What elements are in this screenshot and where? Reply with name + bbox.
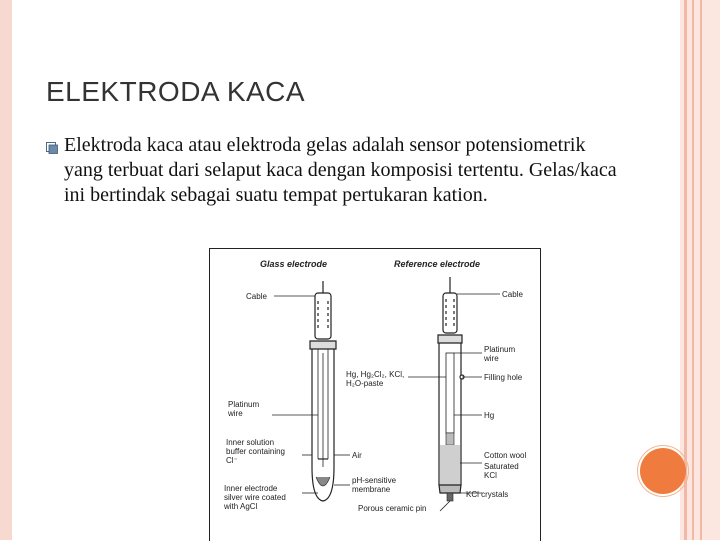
frame-stripe <box>700 0 702 540</box>
label-inner-electrode-2: silver wire coated <box>224 493 286 502</box>
electrode-diagram <box>209 248 541 541</box>
label-kcl-crystals: KCl crystals <box>466 490 509 499</box>
label-saturated-kcl-2: KCl <box>484 471 497 480</box>
label-cable-right: Cable <box>502 290 523 299</box>
label-platinum-right-1: Platinum <box>484 345 516 354</box>
label-ph-membrane-2: membrane <box>352 485 391 494</box>
label-porous-pin: Porous ceramic pin <box>358 504 427 513</box>
bullet-text: Elektroda kaca atau elektroda gelas adalah sensor potensiometrik yang terbuat dari selaput kaca dengan komposisi tertentu. Gelas/kaca ini bertindak sebagai suatu tempat pertukaran kation. <box>64 134 617 206</box>
bullet-square-icon <box>46 142 58 154</box>
label-inner-solution-2: buffer containing <box>226 447 286 456</box>
label-inner-electrode-1: Inner electrode <box>224 484 278 493</box>
decorative-orange-circle <box>640 448 686 494</box>
label-platinum-right-2: wire <box>484 354 499 363</box>
glass-electrode <box>310 281 336 501</box>
label-air: Air <box>352 451 362 460</box>
label-paste-2: H₂O-paste <box>346 379 384 388</box>
glass-electrode-header: Glass electrode <box>260 259 328 269</box>
label-platinum-left-1: Platinum <box>228 400 260 409</box>
electrode-drawing <box>210 249 540 541</box>
label-inner-solution-1: Inner solution <box>226 438 275 447</box>
label-hg: Hg <box>484 411 495 420</box>
label-inner-solution-3: Cl⁻ <box>226 456 238 465</box>
label-platinum-left-2: wire <box>228 409 243 418</box>
label-cable-left: Cable <box>246 292 267 301</box>
frame-stripe <box>692 0 694 540</box>
reference-electrode-header: Reference electrode <box>394 259 481 269</box>
slide-title: ELEKTRODA KACA <box>46 76 306 107</box>
label-saturated-kcl-1: Saturated <box>484 462 519 471</box>
label-ph-membrane-1: pH-sensitive <box>352 476 397 485</box>
label-inner-electrode-3: with AgCl <box>224 502 258 511</box>
label-paste-1: Hg, Hg₂Cl₂, KCl, <box>346 370 405 379</box>
label-filling-hole: Filling hole <box>484 373 523 382</box>
slide-frame-left <box>0 0 12 540</box>
reference-electrode <box>438 277 464 501</box>
label-cotton-wool: Cotton wool <box>484 451 527 460</box>
